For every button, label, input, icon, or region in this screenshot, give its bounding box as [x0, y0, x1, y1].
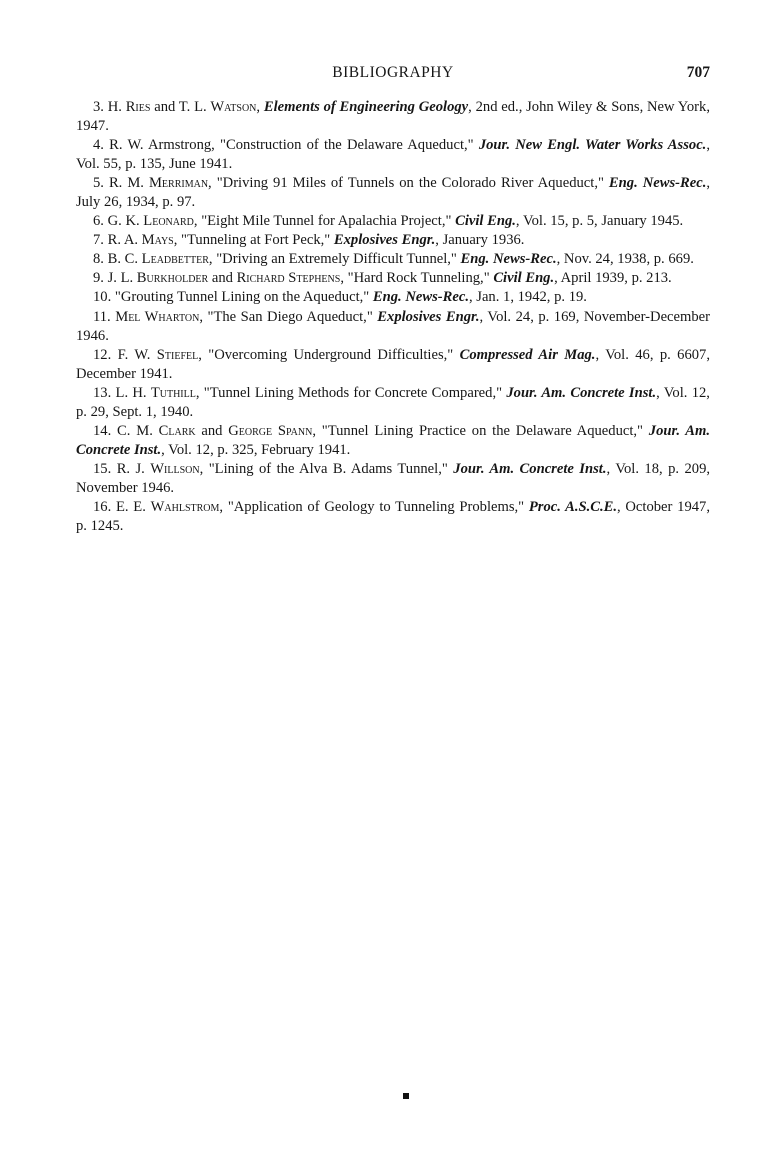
entry-number: 7. — [93, 232, 104, 249]
entry-title: "Driving 91 Miles of Tunnels on the Colorado River Aqueduct," — [216, 175, 609, 192]
bibliography-entry — [76, 384, 710, 422]
publication-name: Proc. A.S.C.E. — [528, 498, 617, 515]
entry-title: "Application of Geology to Tunneling Problems," — [227, 498, 529, 515]
bibliography-entry — [76, 498, 710, 536]
entry-title: "Overcoming Underground Difficulties," — [208, 346, 460, 363]
author-text: , — [219, 498, 228, 515]
author-name: Wahlstrom — [150, 498, 220, 515]
publication-details: , Jan. 1, 1942, p. 19. — [468, 289, 587, 306]
publication-name: Jour. New Engl. Water Works Assoc. — [478, 137, 707, 154]
entry-number: 5. — [93, 175, 104, 192]
publication-details: , 2nd ed., John Wiley & Sons, New York, 1947. — [76, 99, 710, 135]
publication-details: , January 1936. — [435, 232, 525, 249]
entry-title: "The San Diego Aqueduct," — [207, 308, 378, 325]
publication-name: Civil Eng. — [493, 270, 555, 287]
author-name: Merriman — [148, 175, 209, 192]
author-name: Mays — [141, 232, 174, 249]
author-text: , — [173, 232, 182, 249]
author-name: Leadbetter — [141, 251, 209, 268]
author-text: , — [199, 460, 209, 477]
entry-title: "Lining of the Alva B. Adams Tunnel," — [208, 460, 454, 477]
author-name: Burkholder — [136, 270, 209, 287]
author-text: , — [312, 422, 322, 439]
publication-details: , Vol. 12, p. 325, February 1941. — [161, 441, 351, 458]
author-text: R. A. — [107, 232, 142, 249]
entry-title: "Tunneling at Fort Peck," — [181, 232, 334, 249]
author-text: J. L. — [107, 270, 137, 287]
bibliography-list — [76, 98, 710, 536]
entry-title: "Tunnel Lining Methods for Concrete Compared," — [203, 384, 507, 401]
publication-name: Explosives Engr. — [333, 232, 436, 249]
bibliography-entry — [76, 231, 710, 250]
author-name: Richard Stephens — [236, 270, 341, 287]
bibliography-entry — [76, 460, 710, 498]
entry-title: "Grouting Tunnel Lining on the Aqueduct," — [114, 289, 373, 306]
end-of-chapter-mark — [403, 1093, 409, 1099]
publication-name: Jour. Am. Concrete Inst. — [76, 422, 710, 458]
publication-name: Explosives Engr. — [377, 308, 480, 325]
entry-number: 12. — [93, 346, 112, 363]
author-text: F. W. — [117, 346, 157, 363]
author-text: , — [199, 308, 208, 325]
bibliography-entry — [76, 98, 710, 136]
author-text: B. C. — [107, 251, 142, 268]
publication-name: Civil Eng. — [455, 213, 516, 230]
author-name: George Spann — [228, 422, 313, 439]
author-text: , — [193, 213, 202, 230]
entry-number: 15. — [93, 460, 112, 477]
author-name: Clark — [158, 422, 196, 439]
entry-title: "Eight Mile Tunnel for Apalachia Project," — [201, 213, 456, 230]
author-text: E. E. — [116, 498, 151, 515]
bibliography-entry — [76, 174, 710, 212]
bibliography-entry — [76, 288, 710, 307]
author-text: , — [195, 384, 204, 401]
page-number: 707 — [686, 64, 710, 81]
entry-title: "Construction of the Delaware Aqueduct," — [220, 137, 479, 154]
author-text: G. K. — [107, 213, 144, 230]
publication-details: , Nov. 24, 1938, p. 669. — [556, 251, 694, 268]
bibliography-entry — [76, 250, 710, 269]
author-text: , — [340, 270, 348, 287]
entry-number: 14. — [93, 422, 112, 439]
entry-number: 3. — [93, 99, 104, 115]
entry-title: "Driving an Extremely Difficult Tunnel," — [216, 251, 461, 268]
author-text: R. J. — [116, 460, 151, 477]
author-text: R. M. — [108, 175, 149, 192]
author-text: , — [256, 99, 264, 115]
author-text: H. — [107, 99, 126, 115]
publication-name: Eng. News-Rec. — [460, 251, 557, 268]
bibliography-entry — [76, 308, 710, 346]
bibliography-entry — [76, 346, 710, 384]
author-text: and T. L. — [150, 99, 211, 115]
publication-details: , Vol. 18, p. 209, November 1946. — [76, 460, 711, 496]
entry-number: 8. — [93, 251, 104, 268]
publication-details: , Vol. 24, p. 169, November-December 1946. — [76, 308, 710, 344]
author-text: , — [198, 346, 209, 363]
publication-name: Eng. News-Rec. — [608, 175, 707, 192]
author-text: , — [208, 175, 217, 192]
author-name: Willson — [150, 460, 200, 477]
bibliography-entry — [76, 269, 710, 288]
entry-number: 4. — [93, 137, 104, 154]
entry-number: 11. — [93, 308, 111, 325]
author-text: C. M. — [117, 422, 159, 439]
publication-details: , Vol. 55, p. 135, June 1941. — [76, 137, 710, 173]
author-name: Tuthill — [150, 384, 196, 401]
author-text: R. W. Armstrong, — [109, 137, 221, 154]
running-title: BIBLIOGRAPHY — [332, 64, 454, 81]
entry-number: 10. — [93, 289, 112, 306]
publication-details: , Vol. 12, p. 29, Sept. 1, 1940. — [76, 384, 710, 420]
publication-name: Jour. Am. Concrete Inst. — [453, 460, 607, 477]
publication-details: , October 1947, p. 1245. — [76, 498, 710, 535]
publication-name: Compressed Air Mag. — [459, 346, 596, 363]
publication-details: , Vol. 46, p. 6607, December 1941. — [76, 346, 710, 382]
entry-title: "Hard Rock Tunneling," — [347, 270, 494, 287]
entry-number: 9. — [93, 270, 104, 287]
bibliography-entry — [76, 136, 710, 174]
author-name: Watson — [210, 99, 257, 115]
entry-number: 16. — [93, 498, 112, 515]
page-header — [76, 64, 710, 86]
entry-title: "Tunnel Lining Practice on the Delaware Aqueduct," — [321, 422, 649, 439]
publication-details: , July 26, 1934, p. 97. — [76, 175, 710, 211]
publication-details: , April 1939, p. 213. — [554, 270, 672, 287]
author-text: , — [208, 251, 217, 268]
entry-title: Elements of Engineering Geology — [263, 99, 469, 115]
author-name: Ries — [125, 99, 151, 115]
author-text: and — [195, 422, 229, 439]
author-name: Mel Wharton — [115, 308, 200, 325]
entry-number: 13. — [93, 384, 112, 401]
author-name: Leonard — [143, 213, 194, 230]
publication-details: , Vol. 15, p. 5, January 1945. — [515, 213, 684, 230]
author-text: L. H. — [115, 384, 151, 401]
author-name: Stiefel — [156, 346, 199, 363]
bibliography-entry — [76, 212, 710, 231]
entry-number: 6. — [93, 213, 104, 230]
publication-name: Jour. Am. Concrete Inst. — [506, 384, 657, 401]
bibliography-entry — [76, 422, 710, 460]
publication-name: Eng. News-Rec. — [372, 289, 469, 306]
author-text: and — [208, 270, 237, 287]
